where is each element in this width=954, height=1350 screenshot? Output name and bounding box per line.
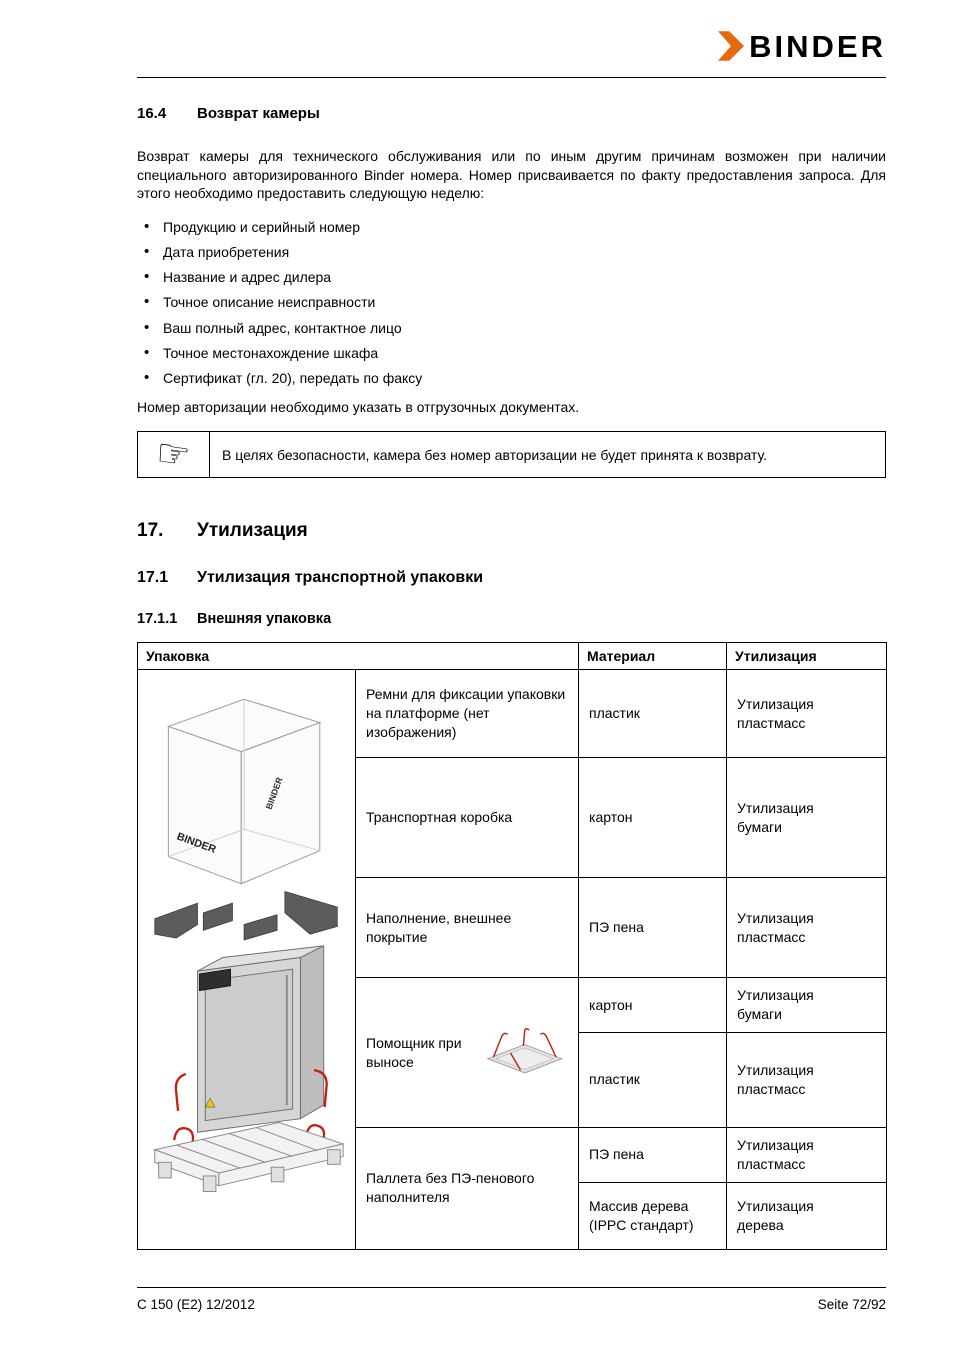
disposal-value: Утилизация пластмасс	[727, 670, 887, 758]
binder-logo-text: BINDER	[749, 28, 886, 64]
disposal-value: Утилизация дерева	[727, 1182, 887, 1249]
footer-page-number: Seite 72/92	[817, 1297, 886, 1312]
section-title: Возврат камеры	[197, 105, 320, 122]
packaging-disposal-table	[137, 642, 887, 1250]
material-value: Массив дерева (IPPC стандарт)	[579, 1182, 727, 1249]
page-footer	[137, 1287, 886, 1312]
packaging-label: Ремни для фиксации упаковки на платформе (нет изображения)	[356, 670, 579, 758]
section-16-4-heading	[137, 105, 886, 122]
list-item: • Дата приобретения	[137, 243, 886, 261]
pointing-hand-icon: ☞	[153, 431, 194, 478]
packaging-label: Помощник при выносе	[366, 1034, 462, 1070]
list-item: • Точное описание неисправности	[137, 293, 886, 311]
material-value: картон	[579, 978, 727, 1033]
disposal-value: Утилизация пластмасс	[727, 1032, 887, 1127]
section-number: 17.	[137, 520, 164, 542]
list-item: • Название и адрес дилера	[137, 268, 886, 286]
carton-brand-label: BINDER	[174, 830, 218, 856]
disposal-value: Утилизация пластмасс	[727, 878, 887, 978]
section-number: 17.1.1	[137, 611, 178, 628]
table-header-row	[138, 643, 887, 670]
binder-logo-arrow-icon	[718, 31, 744, 61]
list-item: • Точное местонахождение шкафа	[137, 344, 886, 362]
table-row	[138, 670, 887, 758]
carton-brand-label-side: BINDER	[263, 775, 285, 811]
page-header	[137, 26, 886, 66]
material-value: пластик	[579, 670, 727, 758]
section-title: Внешняя упаковка	[197, 611, 332, 628]
list-item: • Ваш полный адрес, контактное лицо	[137, 319, 886, 337]
packaging-label-carry-aid	[356, 978, 579, 1128]
material-value: картон	[579, 758, 727, 878]
section-17-1-1-heading	[137, 611, 886, 627]
disposal-value: Утилизация бумаги	[727, 758, 887, 878]
note-icon-cell	[138, 432, 210, 477]
packaging-label: Наполнение, внешнее покрытие	[356, 878, 579, 978]
column-header-packaging: Упаковка	[138, 643, 579, 670]
safety-note-text: В целях безопасности, камера без номер авторизации не будет принята к возврату.	[222, 446, 767, 463]
list-item: • Продукцию и серийный номер	[137, 218, 886, 236]
section-17-1-heading	[137, 569, 886, 587]
section-16-4-paragraph: Возврат камеры для технического обслуживания или по иным другим причинам возможен при наличии специального авторизированного Binder номера. Номер присваивается по факту предоставления запроса. Для этого необходимо предоставить следующую неделю:	[137, 148, 886, 202]
safety-note-box	[137, 431, 886, 478]
footer-doc-code: C 150 (E2) 12/2012	[137, 1297, 255, 1312]
packaging-exploded-illustration	[147, 687, 347, 1229]
disposal-value: Утилизация бумаги	[727, 978, 887, 1033]
section-17-heading	[137, 520, 886, 542]
authorization-note: Номер авторизации необходимо указать в отгрузочных документах.	[137, 399, 580, 416]
carry-aid-illustration	[482, 1019, 568, 1087]
material-value: пластик	[579, 1032, 727, 1127]
section-title: Утилизация	[197, 520, 308, 542]
section-number: 16.4	[137, 105, 167, 122]
section-number: 17.1	[137, 569, 169, 587]
header-rule	[137, 77, 886, 78]
material-value: ПЭ пена	[579, 1127, 727, 1182]
column-header-material: Материал	[579, 643, 727, 670]
packaging-label: Транспортная коробка	[356, 758, 579, 878]
packaging-label: Паллета без ПЭ-пенового наполнителя	[356, 1127, 579, 1249]
required-info-list	[137, 218, 886, 387]
list-item: • Сертификат (гл. 20), передать по факсу	[137, 369, 886, 387]
disposal-value: Утилизация пластмасс	[727, 1127, 887, 1182]
material-value: ПЭ пена	[579, 878, 727, 978]
column-header-disposal: Утилизация	[727, 643, 887, 670]
section-title: Утилизация транспортной упаковки	[197, 569, 484, 587]
binder-logo	[718, 28, 886, 64]
packaging-illustration-cell	[138, 670, 356, 1250]
